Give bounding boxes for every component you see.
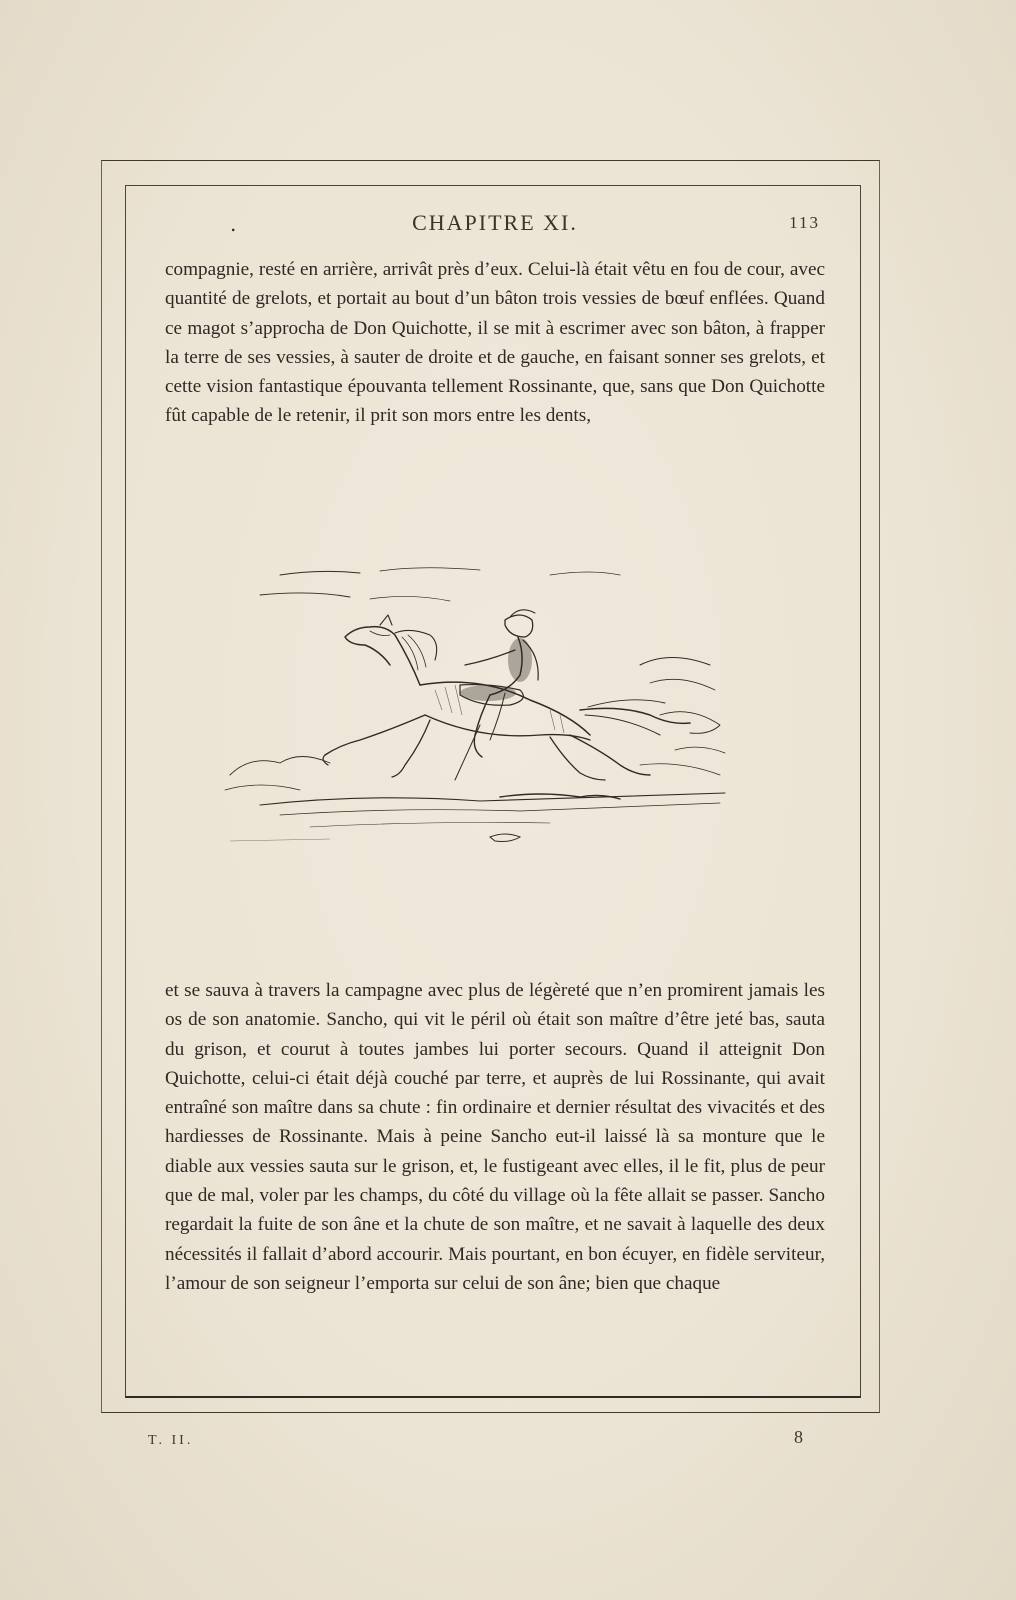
engraving-illustration-rider-on-horse (220, 565, 740, 865)
page-header (160, 210, 830, 240)
body-text-bottom (165, 976, 825, 1298)
gathering-signature: 8 (794, 1427, 803, 1447)
paragraph-top: compagnie, resté en arrière, arrivât près d’eux. Celui-là était vêtu en fou de cour, avec quantité de grelots, et portait au bout d’un bâton trois vessies de bœuf enflées. Quand ce magot s’approcha de Don Quichotte, il se mit à escrimer avec son bâton, à frapper la terre de ses vessies, à sauter de droite et de gauche, en faisant sonner ses grelots, et cette vision fantastique épouvanta tellement Rossinante, que, sans que Don Quichotte fût capable de le retenir, il prit son mors entre les dents, (165, 259, 825, 427)
volume-signature: T. II. (148, 1433, 194, 1448)
paragraph-bottom: et se sauva à travers la campagne avec plus de légèreté que n’en promirent jamais les os de son anatomie. Sancho, qui vit le péril où était son maître d’être jeté bas, sauta du grison, et courut à toutes jambes lui porter secours. Quand il atteignit Don Quichotte, celui-ci était déjà couché par terre, et auprès de lui Rossinante, qui avait entraîné son maître dans sa chute : fin ordinaire et dernier résultat des vivacités et des hardiesses de Rossinante. Mais à peine Sancho eut-il laissé là sa monture que le diable aux vessies sauta sur le grison, et, le fustigeant avec elles, il le fit, plus de peur que de mal, voler par les champs, du côté du village où la fête allait se passer. Sancho regardait la fuite de son âne et la chute de son maître, et ne savait à laquelle des deux nécessités il fallait d’abord accourir. Mais pourtant, en bon écuyer, en fidèle serviteur, l’amour de son seigneur l’emporta sur celui de son âne; bien que chaque (165, 980, 825, 1294)
chapter-title: CHAPITRE XI. (412, 210, 578, 235)
body-text-top (165, 255, 825, 431)
page-number: 113 (789, 213, 820, 232)
header-dot: . (230, 212, 237, 236)
